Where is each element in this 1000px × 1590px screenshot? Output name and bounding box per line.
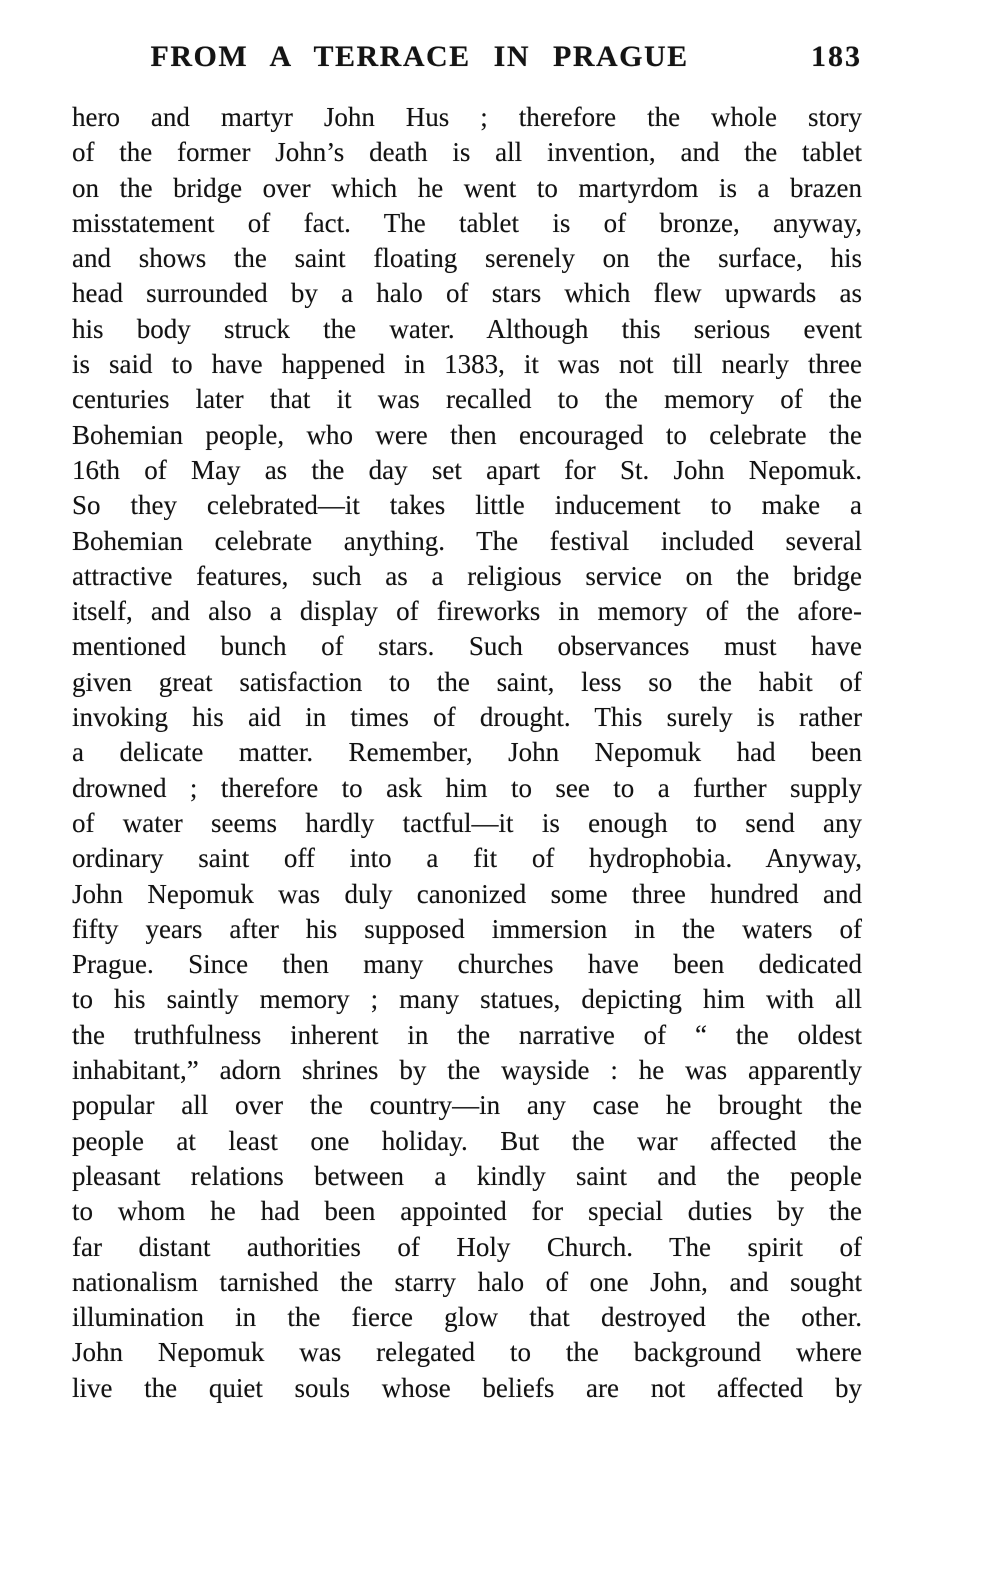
text-line: Prague. Since then many churches have been dedicated xyxy=(72,949,862,980)
text-line: is said to have happened in 1383, it was not till nearly three xyxy=(72,349,862,380)
page-header xyxy=(72,40,862,76)
text-line: people at least one holiday. But the war affected the xyxy=(72,1125,862,1156)
text-line: of water seems hardly tactful—it is enough to send any xyxy=(72,807,862,838)
text-line: head surrounded by a halo of stars which flew upwards as xyxy=(72,278,862,309)
text-block xyxy=(72,40,862,1406)
text-line: the truthfulness inherent in the narrative of “ the oldest xyxy=(72,1019,862,1050)
text-line: invoking his aid in times of drought. This surely is rather xyxy=(72,702,862,733)
text-line: popular all over the country—in any case he brought the xyxy=(72,1090,862,1121)
text-line: far distant authorities of Holy Church. The spirit of xyxy=(72,1231,862,1262)
text-line: hero and martyr John Hus ; therefore the whole story xyxy=(72,102,862,132)
text-line: and shows the saint floating serenely on the surface, his xyxy=(72,243,862,274)
text-line: on the bridge over which he went to martyrdom is a brazen xyxy=(72,172,862,203)
text-line: given great satisfaction to the saint, less so the habit of xyxy=(72,666,862,697)
page-number: 183 xyxy=(811,40,862,73)
text-line: John Nepomuk was duly canonized some three hundred and xyxy=(72,878,862,909)
text-line: pleasant relations between a kindly saint and the people xyxy=(72,1160,862,1191)
text-line: inhabitant,” adorn shrines by the wayside : he was apparently xyxy=(72,1055,862,1086)
text-line: to his saintly memory ; many statues, depicting him with all xyxy=(72,984,862,1015)
text-line: drowned ; therefore to ask him to see to a further supply xyxy=(72,772,862,803)
text-line: to whom he had been appointed for special duties by the xyxy=(72,1196,862,1227)
body-text xyxy=(72,100,862,1406)
text-line: Bohemian people, who were then encouraged to celebrate the xyxy=(72,419,862,450)
text-line: of the former John’s death is all invention, and the tablet xyxy=(72,137,862,168)
text-line: illumination in the fierce glow that destroyed the other. xyxy=(72,1302,862,1333)
text-line: 16th of May as the day set apart for St. John Nepomuk. xyxy=(72,454,862,485)
text-line: misstatement of fact. The tablet is of bronze, anyway, xyxy=(72,207,862,238)
text-line: a delicate matter. Remember, John Nepomuk had been xyxy=(72,737,862,768)
text-line: So they celebrated—it takes little inducement to make a xyxy=(72,490,862,521)
text-line: itself, and also a display of fireworks in memory of the afore- xyxy=(72,596,862,627)
text-line: fifty years after his supposed immersion in the waters of xyxy=(72,913,862,944)
text-line: mentioned bunch of stars. Such observances must have xyxy=(72,631,862,662)
text-line: his body struck the water. Although this serious event xyxy=(72,313,862,344)
running-title: FROM A TERRACE IN PRAGUE xyxy=(150,40,689,73)
text-line: John Nepomuk was relegated to the background where xyxy=(72,1337,862,1368)
text-line: centuries later that it was recalled to the memory of the xyxy=(72,384,862,415)
text-line: Bohemian celebrate anything. The festival included several xyxy=(72,525,862,556)
text-line: nationalism tarnished the starry halo of one John, and sought xyxy=(72,1266,862,1297)
text-line: live the quiet souls whose beliefs are not affected by xyxy=(72,1372,862,1403)
text-line: attractive features, such as a religious service on the bridge xyxy=(72,560,862,591)
text-line: ordinary saint off into a fit of hydrophobia. Anyway, xyxy=(72,843,862,874)
